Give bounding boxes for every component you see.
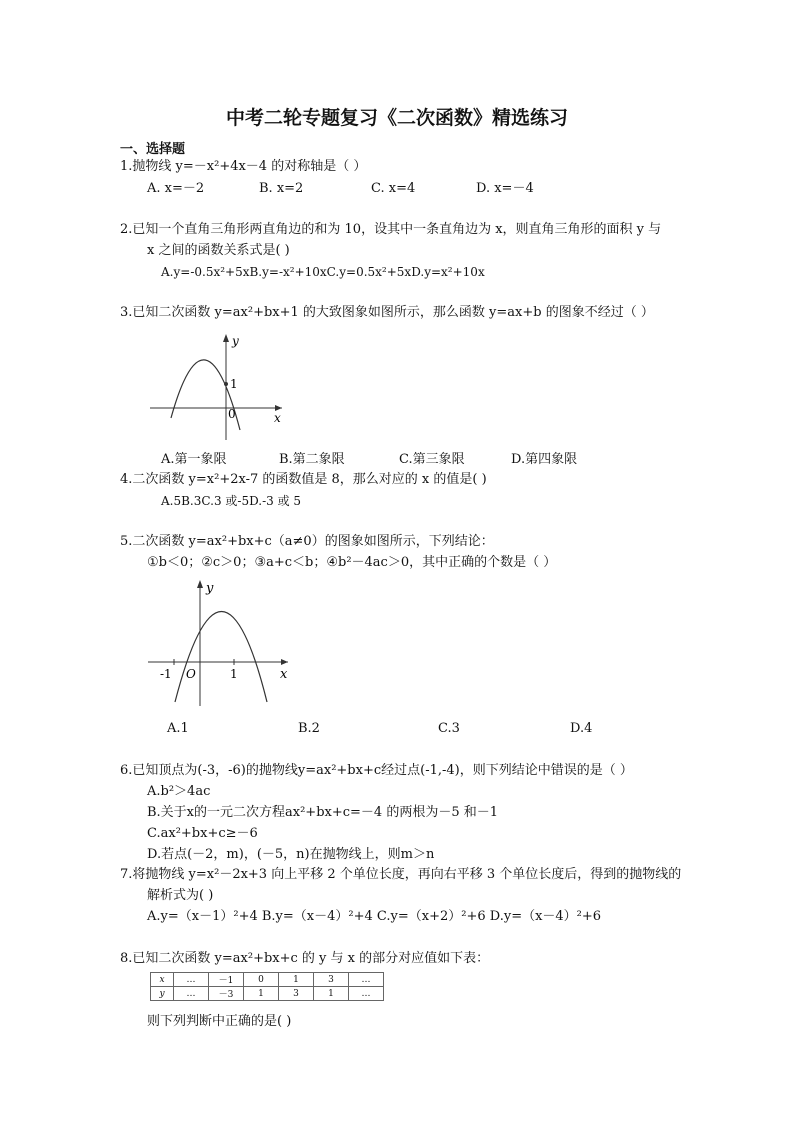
q5-y-arrow — [197, 580, 203, 588]
q6-option-a: A.b²＞4ac — [147, 784, 211, 799]
table-cell: 0 — [244, 973, 279, 987]
table-cell: －1 — [209, 973, 244, 987]
q3-y-label: y — [232, 334, 239, 348]
table-row — [151, 973, 384, 987]
q3-one-label: 1 — [230, 377, 238, 391]
q5-option-c: C.3 — [438, 721, 460, 736]
q3-graph — [148, 326, 298, 444]
q5-stem-line2: ①b＜0；②c＞0；③a+c＜b；④b²－4ac＞0，其中正确的个数是（ ） — [147, 555, 557, 570]
table-cell: －3 — [209, 987, 244, 1001]
q8-stem: 8.已知二次函数 y=ax²+bx+c 的 y 与 x 的部分对应值如下表： — [120, 951, 490, 966]
table-cell: 1 — [244, 987, 279, 1001]
q1-option-c: C. x=4 — [371, 181, 416, 196]
q8-after-text: 则下列判断中正确的是( ) — [147, 1014, 292, 1029]
q4-options: A.5B.3C.3 或-5D.-3 或 5 — [161, 494, 302, 508]
q8-value-table — [150, 972, 384, 1001]
q5-option-a: A.1 — [167, 721, 189, 736]
table-cell: 3 — [314, 973, 349, 987]
q6-stem: 6.已知顶点为(-3，-6)的抛物线y=ax²+bx+c经过点(-1,-4)，则下列结论中错误的是（ ） — [120, 763, 633, 778]
q2-options: A.y=-0.5x²+5xB.y=-x²+10xC.y=0.5x²+5xD.y=x²+10x — [161, 265, 485, 279]
q7-options: A.y=（x－1）²+4 B.y=（x－4）²+4 C.y=（x+2）²+6 D.y=（x－4）²+6 — [147, 909, 602, 924]
table-cell: … — [174, 987, 209, 1001]
q2-stem-line1: 2.已知一个直角三角形两直角边的和为 10，设其中一条直角边为 x，则直角三角形的面积 y 与 — [120, 222, 662, 237]
q5-x-label: x — [280, 667, 288, 682]
q5-parabola — [175, 612, 267, 703]
q5-one-label: 1 — [230, 667, 238, 681]
table-cell: x — [151, 973, 174, 987]
q3-option-a: A.第一象限 — [161, 452, 227, 467]
q6-option-c: C.ax²+bx+c≥－6 — [147, 826, 258, 841]
q5-graph — [146, 576, 296, 712]
table-cell: 1 — [279, 973, 314, 987]
table-row — [151, 987, 384, 1001]
q5-y-label: y — [206, 581, 214, 596]
q3-option-d: D.第四象限 — [511, 452, 578, 467]
q5-x-arrow — [281, 659, 288, 665]
q1-option-d: D. x=－4 — [476, 181, 534, 196]
table-cell: … — [174, 973, 209, 987]
table-cell: … — [349, 973, 384, 987]
q3-stem: 3.已知二次函数 y=ax²+bx+1 的大致图象如图所示，那么函数 y=ax+b 的图象不经过（ ） — [120, 305, 654, 320]
q7-stem-line2: 解析式为( ) — [147, 888, 214, 903]
q5-option-b: B.2 — [298, 721, 320, 736]
q1-option-a: A. x=－2 — [147, 181, 205, 196]
q2-stem-line2: x 之间的函数关系式是( ) — [147, 243, 290, 258]
q3-origin-label: 0 — [228, 407, 236, 421]
q6-option-b: B.关于x的一元二次方程ax²+bx+c=－4 的两根为－5 和－1 — [147, 805, 499, 820]
q1-stem: 1.抛物线 y=－x²+4x－4 的对称轴是（ ） — [120, 159, 367, 174]
q3-option-c: C.第三象限 — [399, 452, 465, 467]
q3-option-b: B.第二象限 — [279, 452, 345, 467]
q5-stem-line1: 5.二次函数 y=ax²+bx+c（a≠0）的图象如图所示，下列结论： — [120, 534, 494, 549]
table-cell: … — [349, 987, 384, 1001]
table-cell: 1 — [314, 987, 349, 1001]
q3-x-label: x — [274, 411, 281, 425]
page-title: 中考二轮专题复习《二次函数》精选练习 — [225, 107, 568, 129]
q3-y-arrow — [223, 334, 229, 342]
table-cell: y — [151, 987, 174, 1001]
section-heading: 一、选择题 — [120, 142, 186, 157]
q3-y-intercept-point — [224, 382, 228, 386]
q6-option-d: D.若点(－2，m)，(－5，n)在抛物线上，则m＞n — [147, 847, 435, 862]
q5-option-d: D.4 — [570, 721, 593, 736]
q7-stem-line1: 7.将抛物线 y=x²－2x+3 向上平移 2 个单位长度，再向右平移 3 个单位长度后，得到的抛物线的 — [120, 867, 682, 882]
table-cell: 3 — [279, 987, 314, 1001]
q4-stem: 4.二次函数 y=x²+2x-7 的函数值是 8，那么对应的 x 的值是( ) — [120, 472, 487, 487]
q1-option-b: B. x=2 — [259, 181, 304, 196]
q5-origin-label: O — [186, 667, 196, 681]
q5-neg-one-label: -1 — [160, 667, 172, 681]
